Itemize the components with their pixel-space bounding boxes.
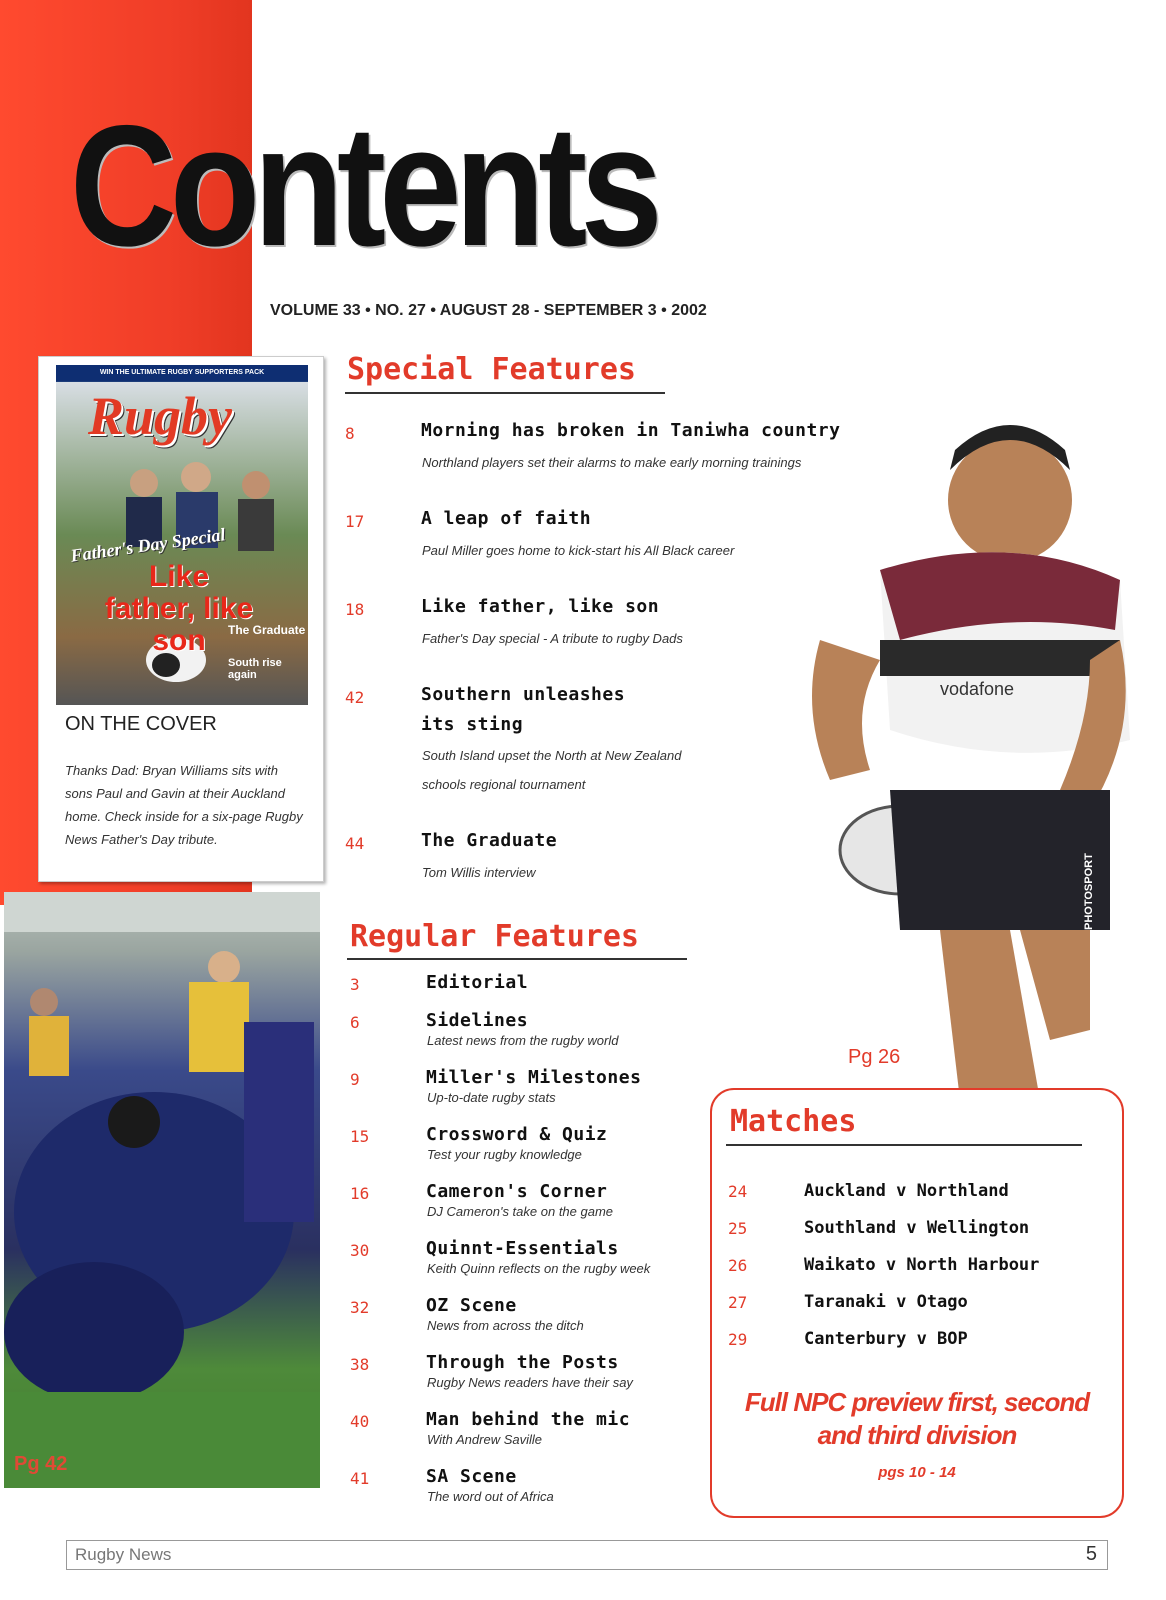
npc-preview-pages: pgs 10 - 14 xyxy=(878,1464,956,1481)
feature-desc: News from across the ditch xyxy=(427,1318,584,1333)
regular-features-heading: Regular Features xyxy=(350,919,639,954)
feature-title: Editorial xyxy=(426,972,529,993)
feature-title: The Graduate xyxy=(421,830,558,851)
feature-desc: Test your rugby knowledge xyxy=(427,1147,582,1162)
cover-item-south: South rise again xyxy=(228,657,282,681)
player-illustration xyxy=(760,410,1140,1100)
page-number: 29 xyxy=(728,1330,748,1349)
page-number: 18 xyxy=(345,600,365,619)
feature-title: Man behind the mic xyxy=(426,1409,631,1430)
page-number: 30 xyxy=(350,1241,370,1260)
feature-title: A leap of faith xyxy=(421,508,592,529)
cover-box xyxy=(38,356,324,882)
cover-item-graduate: The Graduate xyxy=(228,623,306,637)
regular-features-rule xyxy=(347,958,687,960)
page-number: 25 xyxy=(728,1219,748,1238)
feature-title: Miller's Milestones xyxy=(426,1067,642,1088)
feature-title: Quinnt-Essentials xyxy=(426,1238,619,1259)
page-number: 38 xyxy=(350,1355,370,1374)
cover-special-label: Father's Day Special xyxy=(69,524,227,566)
page-number: 15 xyxy=(350,1127,370,1146)
scrum-photo xyxy=(4,892,320,1488)
page-footer xyxy=(66,1540,1108,1570)
feature-desc: Paul Miller goes home to kick-start his All Black career xyxy=(422,543,735,558)
page-number: 8 xyxy=(345,424,355,443)
feature-desc: DJ Cameron's take on the game xyxy=(427,1204,614,1219)
feature-title: Like father, like son xyxy=(421,596,660,617)
feature-title-line2: its sting xyxy=(421,714,524,735)
page-number: 24 xyxy=(728,1182,748,1201)
feature-desc: Northland players set their alarms to make early morning trainings xyxy=(422,455,802,470)
page-number: 6 xyxy=(350,1013,360,1032)
page-number: 44 xyxy=(345,834,365,853)
feature-title: Morning has broken in Taniwha country xyxy=(421,420,841,441)
photo-credit: PHOTOSPORT xyxy=(1083,853,1095,930)
player-photo-caption: Pg 26 xyxy=(848,1046,901,1068)
footer-publication: Rugby News xyxy=(75,1545,172,1564)
page-number: 17 xyxy=(345,512,365,531)
match-title: Taranaki v Otago xyxy=(804,1292,968,1312)
footer-page-number: 5 xyxy=(1085,1543,1097,1565)
cover-image xyxy=(56,365,308,705)
cover-caption: Thanks Dad: Bryan Williams sits with sons Paul and Gavin at their Auckland home. Check inside for a six-page Rugby News Father's Day tribute. xyxy=(65,763,303,847)
matches-box xyxy=(710,1088,1124,1518)
page-number: 27 xyxy=(728,1293,748,1312)
feature-desc: Latest news from the rugby world xyxy=(427,1033,619,1048)
cover-logo: Rugby xyxy=(88,386,233,446)
special-features-rule xyxy=(345,392,665,394)
page-number: 32 xyxy=(350,1298,370,1317)
feature-title: Sidelines xyxy=(426,1010,529,1031)
match-item[interactable] xyxy=(728,1256,1108,1280)
match-title: Southland v Wellington xyxy=(804,1218,1030,1238)
scrum-photo-caption: Pg 42 xyxy=(14,1453,68,1475)
feature-desc: Rugby News readers have their say xyxy=(427,1375,633,1390)
match-title: Waikato v North Harbour xyxy=(804,1255,1040,1275)
match-item[interactable] xyxy=(728,1330,1108,1354)
page-number: 42 xyxy=(345,688,365,707)
feature-title: SA Scene xyxy=(426,1466,517,1487)
feature-title: Cameron's Corner xyxy=(426,1181,608,1202)
page-number: 26 xyxy=(728,1256,748,1275)
match-item[interactable] xyxy=(728,1182,1108,1206)
feature-title: OZ Scene xyxy=(426,1295,517,1316)
feature-desc: Up-to-date rugby stats xyxy=(427,1090,556,1105)
feature-desc: Father's Day special - A tribute to rugby Dads xyxy=(422,631,683,646)
issue-line: VOLUME 33 • NO. 27 • AUGUST 28 - SEPTEMBER 3 • 2002 xyxy=(270,302,707,319)
feature-desc-line2: schools regional tournament xyxy=(422,777,586,792)
feature-desc: The word out of Africa xyxy=(427,1489,554,1504)
feature-title: Through the Posts xyxy=(426,1352,619,1373)
cover-heading: ON THE COVER xyxy=(65,713,217,735)
cover-headline: Like father, like son xyxy=(104,560,254,657)
player-photo xyxy=(760,410,1140,1100)
feature-desc: South Island upset the North at New Zealand xyxy=(422,748,682,763)
page-number: 16 xyxy=(350,1184,370,1203)
feature-desc: Tom Willis interview xyxy=(422,865,536,880)
shirt-sponsor: vodafone xyxy=(940,679,1015,699)
match-item[interactable] xyxy=(728,1293,1108,1317)
scrum-illustration xyxy=(4,892,320,1488)
feature-desc: With Andrew Saville xyxy=(427,1432,543,1447)
matches-rule xyxy=(726,1144,1082,1146)
cover-banner: WIN THE ULTIMATE RUGBY SUPPORTERS PACK xyxy=(56,365,308,381)
match-title: Auckland v Northland xyxy=(804,1181,1009,1201)
page-number: 40 xyxy=(350,1412,370,1431)
npc-preview-promo: Full NPC preview first, second and third division xyxy=(744,1387,1090,1450)
feature-title: Crossword & Quiz xyxy=(426,1124,608,1145)
matches-heading: Matches xyxy=(730,1104,857,1139)
page-number: 3 xyxy=(350,975,360,994)
match-title: Canterbury v BOP xyxy=(804,1329,968,1349)
match-item[interactable] xyxy=(728,1219,1108,1243)
feature-desc: Keith Quinn reflects on the rugby week xyxy=(427,1261,651,1276)
special-features-heading: Special Features xyxy=(347,352,636,387)
page-number: 41 xyxy=(350,1469,370,1488)
page-number: 9 xyxy=(350,1070,360,1089)
feature-title: Southern unleashes xyxy=(421,684,626,705)
page-title: Contents xyxy=(70,90,656,282)
